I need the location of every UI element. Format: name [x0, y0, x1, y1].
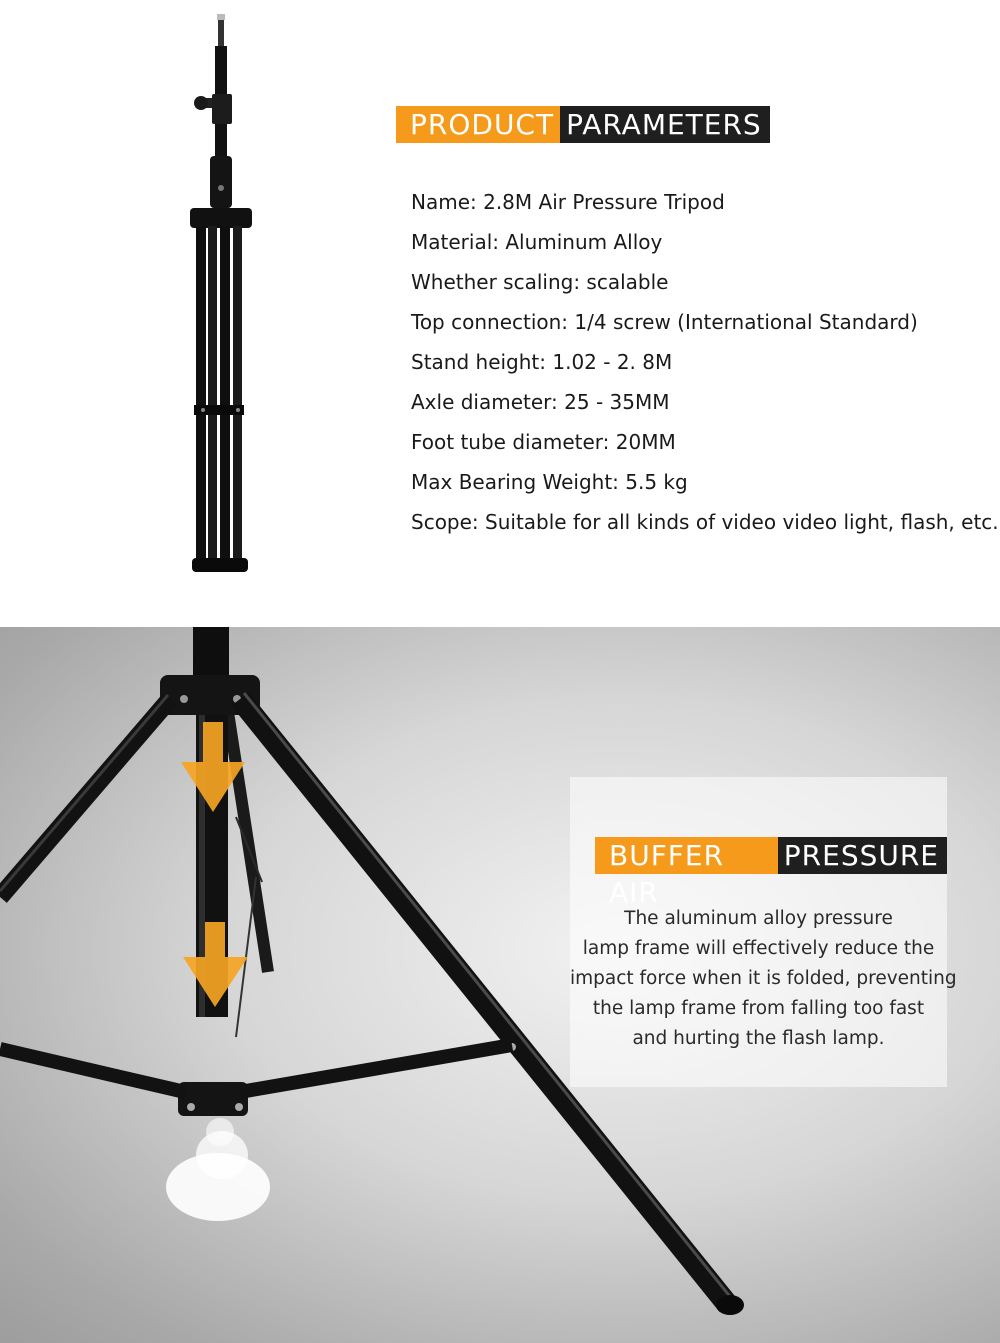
product-parameters-title	[396, 106, 770, 143]
buffer-description	[570, 904, 957, 1054]
description-line: and hurting the flash lamp.	[632, 1028, 885, 1049]
title-orange-part: PRODUCT	[396, 106, 560, 143]
spec-stand-height: Stand height: 1.02 - 2. 8M	[411, 350, 673, 374]
description-line: the lamp frame from falling too fast	[592, 998, 925, 1019]
spec-material: Material: Aluminum Alloy	[411, 230, 663, 254]
description-line: The aluminum alloy pressure	[624, 908, 893, 929]
buffer-info-panel	[570, 777, 957, 1087]
spec-scope: Scope: Suitable for all kinds of video video light, flash, etc.	[411, 510, 999, 534]
folded-tripod-image	[170, 10, 280, 580]
buffer-air-pressure-section	[0, 627, 1000, 1343]
title-dark-part: PRESSURE	[778, 837, 947, 874]
spec-max-bearing-weight: Max Bearing Weight: 5.5 kg	[411, 470, 688, 494]
buffer-air-pressure-title	[595, 837, 947, 909]
title-dark-part: PARAMETERS	[560, 106, 770, 143]
spec-top-connection: Top connection: 1/4 screw (International Standard)	[411, 310, 918, 334]
spec-foot-tube-diameter: Foot tube diameter: 20MM	[411, 430, 676, 454]
description-line: lamp frame will effectively reduce the	[582, 938, 935, 959]
description-line: impact force when it is folded, preventing	[570, 968, 957, 989]
title-orange-part: BUFFER AIR	[595, 837, 778, 874]
spec-name: Name: 2.8M Air Pressure Tripod	[411, 190, 725, 214]
product-parameters-section	[0, 0, 1000, 627]
spec-scaling: Whether scaling: scalable	[411, 270, 669, 294]
spec-list	[411, 186, 999, 546]
spec-axle-diameter: Axle diameter: 25 - 35MM	[411, 390, 670, 414]
